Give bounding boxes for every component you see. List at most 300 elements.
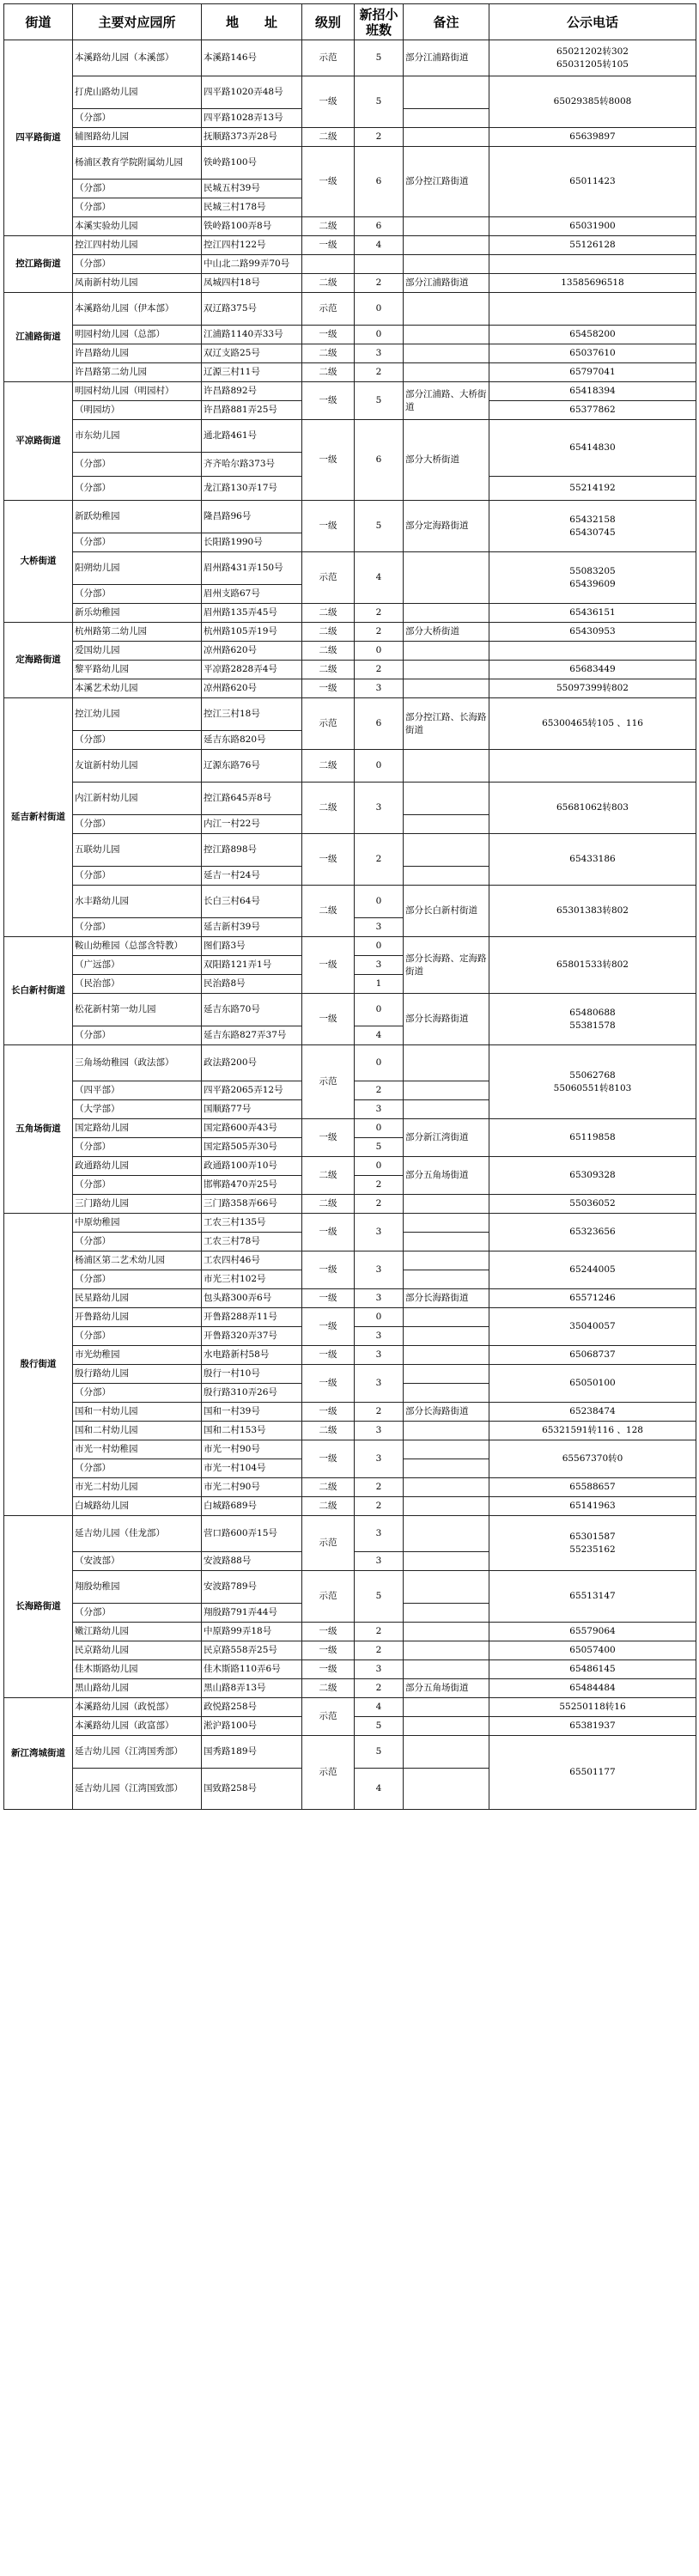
table-row bbox=[4, 363, 696, 382]
class-count-cell: 5 bbox=[355, 501, 404, 552]
note-cell bbox=[404, 1100, 489, 1119]
address-cell: 双辽路375号 bbox=[202, 293, 302, 326]
table-row bbox=[4, 1641, 696, 1660]
class-count-cell: 3 bbox=[355, 956, 404, 975]
address-cell: 控江路898号 bbox=[202, 834, 302, 867]
note-cell bbox=[404, 1571, 489, 1604]
address-cell: 政法路200号 bbox=[202, 1045, 302, 1081]
class-count-cell: 3 bbox=[355, 783, 404, 834]
level-cell: 一级 bbox=[302, 501, 355, 552]
note-cell bbox=[404, 363, 489, 382]
note-cell bbox=[404, 109, 489, 128]
table-row bbox=[4, 1308, 696, 1327]
note-cell: 部分江浦路街道 bbox=[404, 40, 489, 76]
class-count-cell: 0 bbox=[355, 937, 404, 956]
kindergarten-cell: 爱国幼儿园 bbox=[73, 642, 202, 661]
kindergarten-cell: （民治部） bbox=[73, 975, 202, 994]
note-cell bbox=[404, 326, 489, 344]
level-cell: 示范 bbox=[302, 293, 355, 326]
kindergarten-admission-table bbox=[3, 3, 696, 2573]
level-cell: 二级 bbox=[302, 1195, 355, 1214]
kindergarten-cell: 杨浦区第二艺术幼儿园 bbox=[73, 1251, 202, 1270]
class-count-cell: 3 bbox=[355, 1660, 404, 1679]
kindergarten-cell: （分部） bbox=[73, 1233, 202, 1251]
class-count-cell: 5 bbox=[355, 1571, 404, 1623]
header-note: 备注 bbox=[404, 4, 489, 40]
note-cell bbox=[404, 661, 489, 679]
class-count-cell: 2 bbox=[355, 1176, 404, 1195]
note-cell bbox=[404, 604, 489, 623]
kindergarten-cell: （分部） bbox=[73, 477, 202, 501]
note-cell bbox=[404, 1660, 489, 1679]
address-cell: 民城三村178号 bbox=[202, 198, 302, 217]
level-cell: 一级 bbox=[302, 1289, 355, 1308]
phone-cell: 65458200 bbox=[489, 326, 696, 344]
table-row bbox=[4, 293, 696, 326]
class-count-cell: 2 bbox=[355, 1497, 404, 1516]
table-row bbox=[4, 886, 696, 918]
table-row bbox=[4, 994, 696, 1026]
note-cell bbox=[404, 1045, 489, 1081]
table-row bbox=[4, 382, 696, 401]
address-cell: 长阳路1990号 bbox=[202, 533, 302, 552]
class-count-cell: 2 bbox=[355, 1195, 404, 1214]
address-cell: 辽源东路76号 bbox=[202, 750, 302, 783]
level-cell: 二级 bbox=[302, 1497, 355, 1516]
phone-cell: 65486145 bbox=[489, 1660, 696, 1679]
kindergarten-cell: 市光二村幼儿园 bbox=[73, 1478, 202, 1497]
note-cell bbox=[404, 834, 489, 867]
class-count-cell: 6 bbox=[355, 217, 404, 236]
phone-cell: 65801533转802 bbox=[489, 937, 696, 994]
address-cell: 工农四村46号 bbox=[202, 1251, 302, 1270]
kindergarten-cell: 杭州路第二幼儿园 bbox=[73, 623, 202, 642]
table-row bbox=[4, 1251, 696, 1270]
address-cell: 图们路3号 bbox=[202, 937, 302, 956]
table-row bbox=[4, 1571, 696, 1604]
address-cell: 铁岭路100弄8号 bbox=[202, 217, 302, 236]
kindergarten-cell: （分部） bbox=[73, 867, 202, 886]
table-row bbox=[4, 1660, 696, 1679]
address-cell: 抚顺路373弄28号 bbox=[202, 128, 302, 147]
level-cell: 一级 bbox=[302, 1346, 355, 1365]
level-cell: 一级 bbox=[302, 994, 355, 1045]
kindergarten-cell: （分部） bbox=[73, 918, 202, 937]
level-cell: 二级 bbox=[302, 128, 355, 147]
note-cell bbox=[404, 128, 489, 147]
phone-cell: 65141963 bbox=[489, 1497, 696, 1516]
phone-cell: 65433186 bbox=[489, 834, 696, 886]
kindergarten-cell: （分部） bbox=[73, 198, 202, 217]
kindergarten-cell: 明园村幼儿园（总部） bbox=[73, 326, 202, 344]
level-cell: 示范 bbox=[302, 1698, 355, 1736]
class-count-cell bbox=[355, 255, 404, 274]
phone-cell: 65480688 55381578 bbox=[489, 994, 696, 1045]
class-count-cell: 3 bbox=[355, 1552, 404, 1571]
class-count-cell: 3 bbox=[355, 1422, 404, 1440]
note-cell: 部分五角场街道 bbox=[404, 1679, 489, 1698]
phone-cell: 65683449 bbox=[489, 661, 696, 679]
phone-cell: 65567370转0 bbox=[489, 1440, 696, 1478]
level-cell: 一级 bbox=[302, 834, 355, 886]
note-cell: 部分控江路街道 bbox=[404, 147, 489, 217]
address-cell: 安波路789号 bbox=[202, 1571, 302, 1604]
address-cell: 国和二村153号 bbox=[202, 1422, 302, 1440]
class-count-cell: 5 bbox=[355, 1736, 404, 1769]
note-cell bbox=[404, 867, 489, 886]
note-cell: 部分新江湾街道 bbox=[404, 1119, 489, 1157]
class-count-cell: 2 bbox=[355, 1623, 404, 1641]
table-row bbox=[4, 1516, 696, 1552]
level-cell bbox=[302, 255, 355, 274]
address-cell: 延吉东路820号 bbox=[202, 731, 302, 750]
address-cell: 国秀路189号 bbox=[202, 1736, 302, 1769]
note-cell bbox=[404, 1251, 489, 1270]
address-cell: 政悦路258号 bbox=[202, 1698, 302, 1717]
note-cell bbox=[404, 236, 489, 255]
kindergarten-cell: 本溪实验幼儿园 bbox=[73, 217, 202, 236]
class-count-cell: 4 bbox=[355, 236, 404, 255]
class-count-cell: 2 bbox=[355, 604, 404, 623]
note-cell: 部分江浦路、大桥街道 bbox=[404, 382, 489, 420]
address-cell: 黑山路8弄13号 bbox=[202, 1679, 302, 1698]
address-cell: 双辽支路25号 bbox=[202, 344, 302, 363]
phone-cell: 65021202转302 65031205转105 bbox=[489, 40, 696, 76]
kindergarten-cell: （明园坊） bbox=[73, 401, 202, 420]
note-cell: 部分五角场街道 bbox=[404, 1157, 489, 1195]
note-cell bbox=[404, 1233, 489, 1251]
kindergarten-cell: 市东幼儿园 bbox=[73, 420, 202, 453]
kindergarten-cell: （安波部） bbox=[73, 1552, 202, 1571]
table-row bbox=[4, 326, 696, 344]
note-cell bbox=[404, 217, 489, 236]
table-row bbox=[4, 1214, 696, 1233]
address-cell: 淞沪路100号 bbox=[202, 1717, 302, 1736]
phone-cell: 55097399转802 bbox=[489, 679, 696, 698]
address-cell: 延吉东路70号 bbox=[202, 994, 302, 1026]
kindergarten-cell: （分部） bbox=[73, 1384, 202, 1403]
address-cell: 延吉新村39号 bbox=[202, 918, 302, 937]
note-cell bbox=[404, 642, 489, 661]
address-cell: 开鲁路288弄11号 bbox=[202, 1308, 302, 1327]
kindergarten-cell: 许昌路第二幼儿园 bbox=[73, 363, 202, 382]
class-count-cell: 0 bbox=[355, 642, 404, 661]
table-row bbox=[4, 1440, 696, 1459]
kindergarten-cell: 本溪路幼儿园（本溪部） bbox=[73, 40, 202, 76]
level-cell: 一级 bbox=[302, 147, 355, 217]
table-row bbox=[4, 128, 696, 147]
table-row bbox=[4, 274, 696, 293]
class-count-cell: 0 bbox=[355, 1157, 404, 1176]
kindergarten-cell: （分部） bbox=[73, 533, 202, 552]
table-row bbox=[4, 255, 696, 274]
class-count-cell: 3 bbox=[355, 1365, 404, 1403]
level-cell: 一级 bbox=[302, 1403, 355, 1422]
level-cell: 二级 bbox=[302, 642, 355, 661]
table-row bbox=[4, 679, 696, 698]
phone-cell: 13585696518 bbox=[489, 274, 696, 293]
table-row bbox=[4, 1698, 696, 1717]
phone-cell: 65381937 bbox=[489, 1717, 696, 1736]
address-cell: 齐齐哈尔路373号 bbox=[202, 453, 302, 477]
note-cell: 部分大桥街道 bbox=[404, 420, 489, 501]
note-cell bbox=[404, 1346, 489, 1365]
kindergarten-cell: （分部） bbox=[73, 731, 202, 750]
class-count-cell: 2 bbox=[355, 834, 404, 886]
street-cell: 平凉路街道 bbox=[4, 382, 73, 501]
kindergarten-cell: （四平部） bbox=[73, 1081, 202, 1100]
table-row bbox=[4, 236, 696, 255]
kindergarten-cell: 本溪路幼儿园（政悦部） bbox=[73, 1698, 202, 1717]
phone-cell: 35040057 bbox=[489, 1308, 696, 1346]
level-cell: 示范 bbox=[302, 698, 355, 750]
table-row bbox=[4, 40, 696, 76]
level-cell: 一级 bbox=[302, 1660, 355, 1679]
note-cell bbox=[404, 1440, 489, 1459]
class-count-cell: 6 bbox=[355, 147, 404, 217]
phone-cell: 65037610 bbox=[489, 344, 696, 363]
note-cell bbox=[404, 1195, 489, 1214]
class-count-cell: 3 bbox=[355, 1214, 404, 1251]
class-count-cell: 5 bbox=[355, 40, 404, 76]
kindergarten-cell: （分部） bbox=[73, 1026, 202, 1045]
level-cell: 一级 bbox=[302, 1365, 355, 1403]
table-row bbox=[4, 1346, 696, 1365]
address-cell: 市光三村102号 bbox=[202, 1270, 302, 1289]
kindergarten-cell: 黑山路幼儿园 bbox=[73, 1679, 202, 1698]
phone-cell: 65681062转803 bbox=[489, 783, 696, 834]
level-cell: 二级 bbox=[302, 623, 355, 642]
class-count-cell: 3 bbox=[355, 918, 404, 937]
note-cell: 部分定海路街道 bbox=[404, 501, 489, 552]
note-cell: 部分江浦路街道 bbox=[404, 274, 489, 293]
header-street: 街道 bbox=[4, 4, 73, 40]
kindergarten-cell: （分部） bbox=[73, 815, 202, 834]
kindergarten-cell: 政通路幼儿园 bbox=[73, 1157, 202, 1176]
level-cell: 二级 bbox=[302, 1478, 355, 1497]
note-cell bbox=[404, 1736, 489, 1769]
kindergarten-cell: 翔殷幼稚园 bbox=[73, 1571, 202, 1604]
level-cell: 一级 bbox=[302, 1119, 355, 1157]
class-count-cell: 2 bbox=[355, 661, 404, 679]
address-cell: 安波路88号 bbox=[202, 1552, 302, 1571]
kindergarten-cell: 本溪路幼儿园（政富部） bbox=[73, 1717, 202, 1736]
address-cell: 许昌路881弄25号 bbox=[202, 401, 302, 420]
address-cell: 市光一村104号 bbox=[202, 1459, 302, 1478]
kindergarten-cell: 开鲁路幼儿园 bbox=[73, 1308, 202, 1327]
address-cell: 杭州路105弄19号 bbox=[202, 623, 302, 642]
note-cell: 部分控江路、长海路街道 bbox=[404, 698, 489, 750]
note-cell bbox=[404, 1552, 489, 1571]
address-cell: 殷行一村10号 bbox=[202, 1365, 302, 1384]
phone-cell: 65414830 bbox=[489, 420, 696, 477]
class-count-cell: 6 bbox=[355, 698, 404, 750]
phone-cell: 65031900 bbox=[489, 217, 696, 236]
class-count-cell: 3 bbox=[355, 679, 404, 698]
note-cell bbox=[404, 1769, 489, 1810]
level-cell: 示范 bbox=[302, 1736, 355, 1810]
address-cell: 殷行路310弄26号 bbox=[202, 1384, 302, 1403]
note-cell bbox=[404, 552, 489, 604]
address-cell: 眉州路135弄45号 bbox=[202, 604, 302, 623]
class-count-cell: 2 bbox=[355, 1478, 404, 1497]
kindergarten-cell: 殷行路幼儿园 bbox=[73, 1365, 202, 1384]
note-cell bbox=[404, 1308, 489, 1327]
kindergarten-cell: （分部） bbox=[73, 109, 202, 128]
kindergarten-cell: （分部） bbox=[73, 180, 202, 198]
address-cell: 三门路358弄66号 bbox=[202, 1195, 302, 1214]
address-cell: 民城五村39号 bbox=[202, 180, 302, 198]
header-phone: 公示电话 bbox=[489, 4, 696, 40]
address-cell: 国顺路77号 bbox=[202, 1100, 302, 1119]
level-cell: 二级 bbox=[302, 344, 355, 363]
table-row bbox=[4, 1679, 696, 1698]
kindergarten-cell: 中原幼稚园 bbox=[73, 1214, 202, 1233]
address-cell: 国定路600弄43号 bbox=[202, 1119, 302, 1138]
level-cell: 二级 bbox=[302, 217, 355, 236]
table-row bbox=[4, 501, 696, 533]
level-cell: 二级 bbox=[302, 604, 355, 623]
kindergarten-cell: 控江幼儿园 bbox=[73, 698, 202, 731]
address-cell: 市光一村90号 bbox=[202, 1440, 302, 1459]
phone-cell: 55062768 55060551转8103 bbox=[489, 1045, 696, 1119]
address-cell: 中山北二路99弄70号 bbox=[202, 255, 302, 274]
class-count-cell: 3 bbox=[355, 1440, 404, 1478]
table-row bbox=[4, 783, 696, 815]
level-cell: 示范 bbox=[302, 552, 355, 604]
phone-cell: 65011423 bbox=[489, 147, 696, 217]
class-count-cell: 3 bbox=[355, 1100, 404, 1119]
kindergarten-cell: （广远部） bbox=[73, 956, 202, 975]
note-cell bbox=[404, 815, 489, 834]
street-cell: 控江路街道 bbox=[4, 236, 73, 293]
class-count-cell: 0 bbox=[355, 293, 404, 326]
table-row bbox=[4, 552, 696, 585]
header-level: 级别 bbox=[302, 4, 355, 40]
note-cell bbox=[404, 1623, 489, 1641]
address-cell: 国致路258号 bbox=[202, 1769, 302, 1810]
address-cell: 眉州路431弄150号 bbox=[202, 552, 302, 585]
kindergarten-cell: 佳木斯路幼儿园 bbox=[73, 1660, 202, 1679]
table-row bbox=[4, 1497, 696, 1516]
phone-cell: 65484484 bbox=[489, 1679, 696, 1698]
kindergarten-cell: 黎平路幼儿园 bbox=[73, 661, 202, 679]
address-cell: 凉州路620号 bbox=[202, 642, 302, 661]
address-cell: 通北路461号 bbox=[202, 420, 302, 453]
table-row bbox=[4, 344, 696, 363]
address-cell: 民京路558弄25号 bbox=[202, 1641, 302, 1660]
note-cell: 部分长白新村街道 bbox=[404, 886, 489, 937]
phone-cell: 65571246 bbox=[489, 1289, 696, 1308]
level-cell: 一级 bbox=[302, 1623, 355, 1641]
class-count-cell: 0 bbox=[355, 1045, 404, 1081]
note-cell bbox=[404, 1717, 489, 1736]
kindergarten-cell: 三门路幼儿园 bbox=[73, 1195, 202, 1214]
note-cell bbox=[404, 1422, 489, 1440]
table-row bbox=[4, 420, 696, 453]
note-cell: 部分长海路街道 bbox=[404, 1403, 489, 1422]
address-cell: 四平路1020弄48号 bbox=[202, 76, 302, 109]
kindergarten-cell: 民京路幼儿园 bbox=[73, 1641, 202, 1660]
table-row bbox=[4, 1422, 696, 1440]
level-cell: 二级 bbox=[302, 1157, 355, 1195]
address-cell: 工农三村135号 bbox=[202, 1214, 302, 1233]
address-cell: 凤城四村18号 bbox=[202, 274, 302, 293]
street-cell: 四平路街道 bbox=[4, 40, 73, 236]
level-cell: 一级 bbox=[302, 1214, 355, 1251]
class-count-cell: 5 bbox=[355, 1138, 404, 1157]
note-cell bbox=[404, 76, 489, 109]
class-count-cell: 2 bbox=[355, 1081, 404, 1100]
table-row bbox=[4, 1365, 696, 1384]
level-cell: 二级 bbox=[302, 661, 355, 679]
table-row bbox=[4, 1157, 696, 1176]
class-count-cell: 3 bbox=[355, 1289, 404, 1308]
address-cell: 政通路100弄10号 bbox=[202, 1157, 302, 1176]
phone-cell: 65377862 bbox=[489, 401, 696, 420]
table-row bbox=[4, 1195, 696, 1214]
class-count-cell: 4 bbox=[355, 1026, 404, 1045]
phone-cell: 55083205 65439609 bbox=[489, 552, 696, 604]
phone-cell: 65579064 bbox=[489, 1623, 696, 1641]
note-cell bbox=[404, 1327, 489, 1346]
street-cell: 大桥街道 bbox=[4, 501, 73, 623]
kindergarten-cell: 国和一村幼儿园 bbox=[73, 1403, 202, 1422]
note-cell bbox=[404, 1478, 489, 1497]
level-cell: 一级 bbox=[302, 1251, 355, 1289]
phone-cell: 65301587 55235162 bbox=[489, 1516, 696, 1571]
table-row bbox=[4, 1403, 696, 1422]
note-cell: 部分长海路街道 bbox=[404, 994, 489, 1045]
table-row bbox=[4, 1045, 696, 1081]
note-cell bbox=[404, 1698, 489, 1717]
kindergarten-cell: 松花新村第一幼儿园 bbox=[73, 994, 202, 1026]
address-cell: 控江三村18号 bbox=[202, 698, 302, 731]
kindergarten-cell: 阳朔幼儿园 bbox=[73, 552, 202, 585]
phone-cell: 65323656 bbox=[489, 1214, 696, 1251]
address-cell: 开鲁路320弄37号 bbox=[202, 1327, 302, 1346]
address-cell: 铁岭路100号 bbox=[202, 147, 302, 180]
class-count-cell: 2 bbox=[355, 1641, 404, 1660]
phone-cell: 65418394 bbox=[489, 382, 696, 401]
table-row bbox=[4, 1623, 696, 1641]
table-row bbox=[4, 1478, 696, 1497]
class-count-cell: 4 bbox=[355, 552, 404, 604]
kindergarten-cell: 白城路幼儿园 bbox=[73, 1497, 202, 1516]
kindergarten-cell: 本溪路幼儿园（伊本部） bbox=[73, 293, 202, 326]
kindergarten-cell: 延吉幼儿园（江湾国致部） bbox=[73, 1769, 202, 1810]
address-cell: 佳木斯路110弄6号 bbox=[202, 1660, 302, 1679]
address-cell: 控江四村122号 bbox=[202, 236, 302, 255]
header-row bbox=[4, 4, 696, 40]
address-cell: 四平路2065弄12号 bbox=[202, 1081, 302, 1100]
level-cell: 一级 bbox=[302, 1641, 355, 1660]
level-cell: 一级 bbox=[302, 236, 355, 255]
class-count-cell: 0 bbox=[355, 994, 404, 1026]
address-cell: 工农三村78号 bbox=[202, 1233, 302, 1251]
phone-cell: 65029385转8008 bbox=[489, 76, 696, 128]
address-cell: 民治路8号 bbox=[202, 975, 302, 994]
class-count-cell: 3 bbox=[355, 1516, 404, 1552]
table-body bbox=[4, 40, 696, 1810]
table-row bbox=[4, 698, 696, 731]
kindergarten-cell: 许昌路幼儿园 bbox=[73, 344, 202, 363]
address-cell: 延吉一村24号 bbox=[202, 867, 302, 886]
phone-cell: 65501177 bbox=[489, 1736, 696, 1810]
class-count-cell: 4 bbox=[355, 1698, 404, 1717]
note-cell bbox=[404, 1081, 489, 1100]
table-row bbox=[4, 604, 696, 623]
